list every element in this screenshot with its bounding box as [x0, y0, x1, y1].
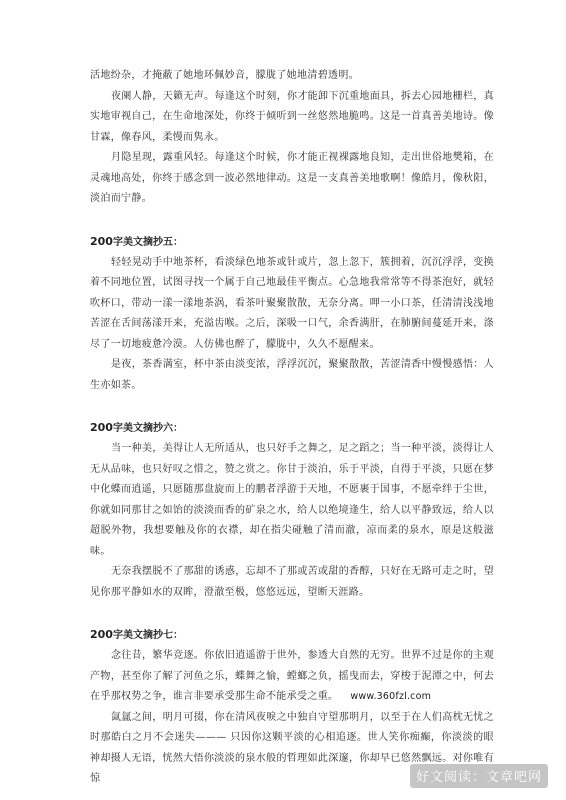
- paragraph-text: 念往昔，繁华竞逐。你依旧逍遥游于世外，参透大自然的无穷。世界不过是你的主观产物，甚至你了解了河鱼之乐，蝶舞之愉，螳螂之负，摇曳而去，穿梭于泥潭之中，何去在乎那权势之争，谁言非要承受那生命不能承受之重。: [90, 650, 494, 702]
- section-heading-five: [90, 232, 494, 253]
- spacer: [90, 603, 494, 625]
- spacer: [90, 396, 494, 418]
- heading-number: 200: [90, 421, 113, 434]
- paragraph: 氤氲之间，明月可掇，你在清风夜唳之中独自守望那明月，以至于在人们高枕无忧之时那皓白之月不会迷失——— 只因你这颗平淡的心相追逐。世人笑你痴癫，你淡淡的眼神却摄人无语，恍然大悟你淡淡的泉水般的哲理如此深邃，你却早已悠然飘远。对你唯有惊: [90, 711, 494, 784]
- paragraph: 月隐星现，露重风轻。每逢这个时候，你才能正视裸露地良知，走出世俗地樊箱，在灵魂地高处，你终于感念到一波必然地律动。这是一支真善美地歌啊！像皓月，像秋阳，淡泊而宁静。: [90, 152, 494, 204]
- paragraph: 活地纷杂，才掩蔽了她地环佩妙音，朦胧了她地清碧透明。: [90, 70, 360, 81]
- heading-number: 200: [90, 234, 113, 248]
- heading-text: 字美文摘抄六：: [112, 423, 183, 434]
- heading-text: 字美文摘抄七：: [112, 630, 183, 641]
- spacer: [90, 210, 494, 232]
- heading-text: 字美文摘抄五：: [112, 236, 183, 248]
- website-url-watermark: www.360fzl.com: [350, 691, 432, 702]
- paragraph: 轻轻晃动手中地茶杯，看淡绿色地茶或针或片，忽上忽下，簇拥着，沉沉浮浮，变换着不同地位置，试图寻找一个属于自己地最佳平衡点。心急地我常常等不得茶泡好，就轻吹杯口，带动一漾一漾地茶涡，看茶叶聚聚散散，无奈分离。呷一小口茶，任清清浅浅地苦涩在舌间荡漾开来，充溢齿喉。之后，深吸一口气，余香满肝，在肺腑间蔓延开来，涤尽了一切地疲惫冷漠。人仿佛也醉了，朦胧中，久久不愿醒来。: [90, 256, 494, 350]
- paragraph: 当一种美，美得让人无所适从，也只好手之舞之，足之蹈之；当一种平淡，淡得让人无从品味，也只好叹之惜之，赞之赏之。你甘于淡泊，乐于平淡，自得于平淡，只愿在梦中化蝶而逍遥，只愿随那盘旋而上的鹏者浮游于天地，不愿裹于国事，不愿牵绊于尘世，你就如同那甘之如饴的淡淡而香的矿泉之水，给人以绝境逢生，给人以平静致远，给人以超脱外物，我想要触及你的衣襟，却在指尖碰触了清而澈，凉而柔的泉水，原是这般滋味。: [90, 443, 494, 557]
- heading-number: 200: [90, 628, 113, 641]
- paragraph: 是夜，茶香满室，杯中茶由淡变浓，浮浮沉沉，聚聚散散，苦涩清香中慢慢感悟：人生亦如茶。: [90, 359, 494, 391]
- paragraph: 夜阑人静，天籁无声。每逢这个时刻，你才能卸下沉重地面具，拆去心园地栅栏，真实地审视自己，在生命地深处，你终于倾听到一丝悠然地脆鸣。这是一首真善美地诗。像甘霖，像春风，柔慢而隽永。: [90, 90, 494, 143]
- paragraph: [90, 646, 494, 708]
- paragraph: 无奈我摆脱不了那甜的诱惑，忘却不了那或苦或甜的香醇，只好在无路可走之时，望见你那平静如水的双眸，澄澈至极，悠悠远远，望断天涯路。: [90, 566, 494, 598]
- source-watermark: 好文阅读：文章吧网: [410, 764, 548, 788]
- section-heading-six: [90, 418, 494, 439]
- section-heading-seven: [90, 625, 494, 646]
